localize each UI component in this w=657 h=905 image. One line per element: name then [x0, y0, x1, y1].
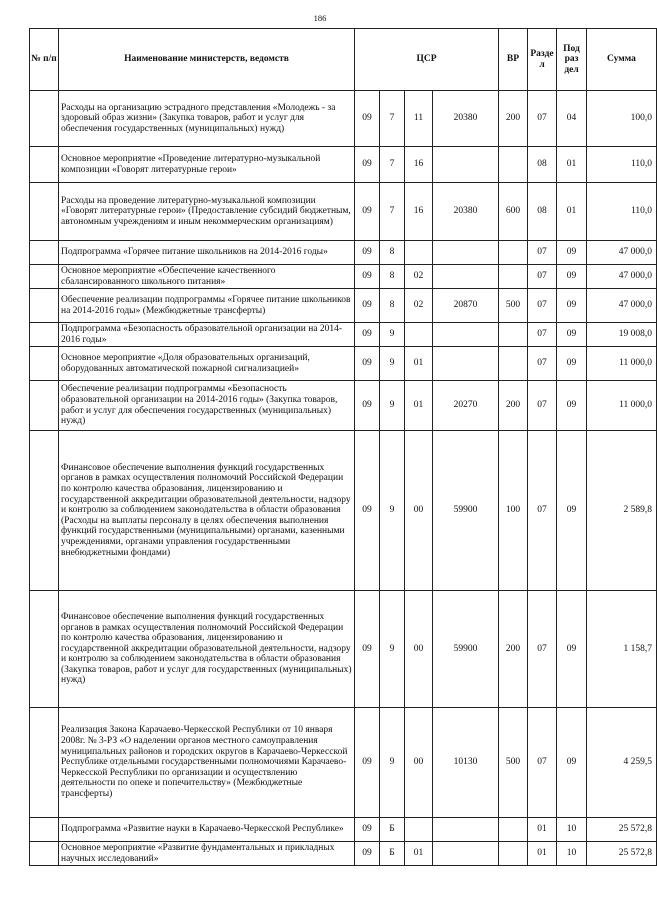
cell-csr-program: 09 — [355, 241, 380, 265]
cell-summa: 2 589,8 — [587, 431, 657, 591]
table-header-row — [30, 29, 657, 91]
cell-csr-subprogram: 8 — [380, 265, 405, 289]
cell-podrazdel: 01 — [557, 147, 587, 183]
cell-name: Расходы на организацию эстрадного представления «Молодежь - за здоровый образ жизни» (Закупка товаров, работ и услуг для обеспечения государственных (муниципальных) нужд) — [59, 91, 355, 147]
cell-num — [30, 289, 59, 323]
cell-csr-program: 09 — [355, 347, 380, 381]
header-razdel: Разде л — [528, 29, 557, 91]
cell-summa: 47 000,0 — [587, 241, 657, 265]
cell-summa: 47 000,0 — [587, 289, 657, 323]
cell-razdel: 08 — [528, 183, 557, 241]
cell-csr-subprogram: Б — [380, 842, 405, 866]
cell-csr-program: 09 — [355, 91, 380, 147]
cell-num — [30, 591, 59, 708]
cell-name: Основное мероприятие «Обеспечение качественного сбалансированного школьного питания» — [59, 265, 355, 289]
cell-num — [30, 323, 59, 347]
page-number: 186 — [313, 13, 327, 23]
cell-csr-program: 09 — [355, 289, 380, 323]
cell-csr-program: 09 — [355, 842, 380, 866]
cell-summa: 11 000,0 — [587, 347, 657, 381]
header-summa: Сумма — [587, 29, 657, 91]
header-vr: ВР — [499, 29, 528, 91]
cell-csr-program: 09 — [355, 265, 380, 289]
cell-csr-direction: 20270 — [433, 381, 499, 431]
cell-num — [30, 842, 59, 866]
cell-csr-direction: 20380 — [433, 183, 499, 241]
cell-num — [30, 347, 59, 381]
cell-name: Реализация Закона Карачаево-Черкесской Республики от 10 января 2008г. № 3-РЗ «О наделении органов местного самоуправления муниципальных районов и городских округов в Карачаево-Черкесской Республике отдельными государственными полномочиями Карачаево-Черкесской Республики по организации и осуществлению деятельности по опеке и попечительству» (Межбюджетные трансферты) — [59, 708, 355, 818]
cell-csr-subprogram: 7 — [380, 147, 405, 183]
cell-num — [30, 265, 59, 289]
cell-csr-event — [405, 818, 433, 842]
cell-name: Финансовое обеспечение выполнения функций государственных органов в рамках осуществления полномочий Российской Федерации по контролю качества образования, лицензированию и государственной аккредитации образовательной деятельности, надзору и контролю за соблюдением законодательства в области образования (Закупка товаров, работ и услуг для государственных (муниципальных) нужд) — [59, 591, 355, 708]
cell-csr-direction: 59900 — [433, 431, 499, 591]
cell-razdel: 07 — [528, 708, 557, 818]
cell-podrazdel: 09 — [557, 381, 587, 431]
cell-csr-event: 16 — [405, 147, 433, 183]
cell-summa: 1 158,7 — [587, 591, 657, 708]
cell-vr — [499, 842, 528, 866]
cell-num — [30, 183, 59, 241]
cell-razdel: 07 — [528, 323, 557, 347]
cell-num — [30, 381, 59, 431]
cell-vr: 200 — [499, 591, 528, 708]
cell-razdel: 07 — [528, 265, 557, 289]
cell-csr-event: 00 — [405, 591, 433, 708]
cell-name: Подпрограмма «Развитие науки в Карачаево-Черкесской Республике» — [59, 818, 355, 842]
cell-csr-subprogram: 9 — [380, 347, 405, 381]
budget-table — [29, 28, 657, 866]
cell-csr-subprogram: 9 — [380, 431, 405, 591]
table-row — [30, 265, 657, 289]
cell-csr-program: 09 — [355, 591, 380, 708]
cell-podrazdel: 01 — [557, 183, 587, 241]
cell-podrazdel: 09 — [557, 708, 587, 818]
cell-csr-subprogram: 9 — [380, 381, 405, 431]
cell-csr-direction: 59900 — [433, 591, 499, 708]
cell-csr-subprogram: 7 — [380, 183, 405, 241]
cell-csr-event: 02 — [405, 289, 433, 323]
cell-csr-direction: 20380 — [433, 91, 499, 147]
cell-summa: 4 259,5 — [587, 708, 657, 818]
cell-name: Финансовое обеспечение выполнения функций государственных органов в рамках осуществления полномочий Российской Федерации по контролю качества образования, лицензированию и государственной аккредитации образовательной деятельности, надзору и контролю за соблюдением законодательства в области образования (Расходы на выплаты персоналу в целях обеспечения выполнения функций государственными (муниципальными) органами, казенными учреждениями, органами управления государственными внебюджетными фондами) — [59, 431, 355, 591]
header-num: № п/п — [30, 29, 59, 91]
cell-csr-direction — [433, 265, 499, 289]
table-body — [30, 91, 657, 866]
cell-csr-direction — [433, 241, 499, 265]
cell-num — [30, 431, 59, 591]
cell-csr-program: 09 — [355, 183, 380, 241]
table-row — [30, 323, 657, 347]
cell-csr-event — [405, 323, 433, 347]
cell-vr: 500 — [499, 708, 528, 818]
cell-csr-event: 02 — [405, 265, 433, 289]
cell-csr-subprogram: 9 — [380, 591, 405, 708]
cell-name: Обеспечение реализации подпрограммы «Горячее питание школьников на 2014-2016 годы» (Межбюджетные трансферты) — [59, 289, 355, 323]
cell-csr-direction — [433, 323, 499, 347]
cell-num — [30, 147, 59, 183]
cell-summa: 19 008,0 — [587, 323, 657, 347]
cell-summa: 25 572,8 — [587, 818, 657, 842]
cell-csr-direction — [433, 842, 499, 866]
cell-podrazdel: 09 — [557, 265, 587, 289]
cell-num — [30, 708, 59, 818]
cell-razdel: 07 — [528, 591, 557, 708]
cell-num — [30, 241, 59, 265]
cell-csr-event: 01 — [405, 347, 433, 381]
cell-csr-program: 09 — [355, 381, 380, 431]
cell-summa: 100,0 — [587, 91, 657, 147]
cell-podrazdel: 09 — [557, 431, 587, 591]
cell-csr-event: 11 — [405, 91, 433, 147]
cell-vr: 200 — [499, 381, 528, 431]
cell-num — [30, 91, 59, 147]
cell-vr — [499, 347, 528, 381]
table-row — [30, 818, 657, 842]
cell-summa: 110,0 — [587, 147, 657, 183]
cell-csr-event: 01 — [405, 842, 433, 866]
cell-podrazdel: 09 — [557, 289, 587, 323]
cell-csr-subprogram: 7 — [380, 91, 405, 147]
cell-csr-event: 01 — [405, 381, 433, 431]
cell-razdel: 07 — [528, 241, 557, 265]
cell-csr-program: 09 — [355, 147, 380, 183]
cell-vr: 600 — [499, 183, 528, 241]
cell-name: Подпрограмма «Горячее питание школьников на 2014-2016 годы» — [59, 241, 355, 265]
table-row — [30, 381, 657, 431]
cell-podrazdel: 09 — [557, 323, 587, 347]
cell-razdel: 07 — [528, 289, 557, 323]
cell-razdel: 08 — [528, 147, 557, 183]
cell-podrazdel: 04 — [557, 91, 587, 147]
table-row — [30, 241, 657, 265]
cell-podrazdel: 09 — [557, 241, 587, 265]
cell-name: Основное мероприятие «Проведение литературно-музыкальной композиции «Говорят литературные герои» — [59, 147, 355, 183]
table-row — [30, 347, 657, 381]
cell-vr — [499, 265, 528, 289]
cell-podrazdel: 10 — [557, 818, 587, 842]
cell-name: Расходы на проведение литературно-музыкальной композиции «Говорят литературные герои» (Предоставление субсидий бюджетным, автономным учреждениям и иным некоммерческим организациям) — [59, 183, 355, 241]
header-podrazdel: Под раз дел — [557, 29, 587, 91]
table-row — [30, 91, 657, 147]
table-row — [30, 147, 657, 183]
cell-name: Основное мероприятие «Доля образовательных организаций, оборудованных автоматической пожарной сигнализацией» — [59, 347, 355, 381]
cell-csr-direction — [433, 818, 499, 842]
cell-podrazdel: 09 — [557, 347, 587, 381]
cell-name: Подпрограмма «Безопасность образовательной организации на 2014-2016 годы» — [59, 323, 355, 347]
table-row — [30, 708, 657, 818]
cell-vr — [499, 323, 528, 347]
cell-name: Основное мероприятие «Развитие фундаментальных и прикладных научных исследований» — [59, 842, 355, 866]
cell-csr-program: 09 — [355, 818, 380, 842]
cell-csr-subprogram: 8 — [380, 241, 405, 265]
cell-csr-subprogram: 9 — [380, 323, 405, 347]
cell-csr-direction — [433, 347, 499, 381]
cell-razdel: 07 — [528, 91, 557, 147]
cell-vr — [499, 818, 528, 842]
cell-csr-subprogram: 8 — [380, 289, 405, 323]
cell-summa: 11 000,0 — [587, 381, 657, 431]
cell-razdel: 07 — [528, 381, 557, 431]
cell-csr-subprogram: 9 — [380, 708, 405, 818]
cell-summa: 110,0 — [587, 183, 657, 241]
cell-name: Обеспечение реализации подпрограммы «Безопасность образовательной организации на 2014-2016 годы» (Закупка товаров, работ и услуг для обеспечения государственных (муниципальных) нужд) — [59, 381, 355, 431]
table-row — [30, 591, 657, 708]
cell-razdel: 01 — [528, 842, 557, 866]
cell-vr — [499, 147, 528, 183]
cell-vr — [499, 241, 528, 265]
cell-csr-subprogram: Б — [380, 818, 405, 842]
cell-csr-direction: 10130 — [433, 708, 499, 818]
table-row — [30, 289, 657, 323]
cell-csr-program: 09 — [355, 708, 380, 818]
cell-csr-event: 00 — [405, 431, 433, 591]
cell-podrazdel: 10 — [557, 842, 587, 866]
cell-csr-event — [405, 241, 433, 265]
header-name: Наименование министерств, ведомств — [59, 29, 355, 91]
cell-vr: 200 — [499, 91, 528, 147]
cell-razdel: 07 — [528, 431, 557, 591]
cell-podrazdel: 09 — [557, 591, 587, 708]
cell-vr: 100 — [499, 431, 528, 591]
cell-razdel: 07 — [528, 347, 557, 381]
cell-csr-direction: 20870 — [433, 289, 499, 323]
table-row — [30, 183, 657, 241]
header-csr: ЦСР — [355, 29, 499, 91]
cell-summa: 25 572,8 — [587, 842, 657, 866]
cell-vr: 500 — [499, 289, 528, 323]
cell-csr-direction — [433, 147, 499, 183]
table-row — [30, 431, 657, 591]
cell-csr-event: 00 — [405, 708, 433, 818]
cell-csr-event: 16 — [405, 183, 433, 241]
table-row — [30, 842, 657, 866]
cell-razdel: 01 — [528, 818, 557, 842]
cell-csr-program: 09 — [355, 431, 380, 591]
cell-csr-program: 09 — [355, 323, 380, 347]
cell-summa: 47 000,0 — [587, 265, 657, 289]
cell-num — [30, 818, 59, 842]
